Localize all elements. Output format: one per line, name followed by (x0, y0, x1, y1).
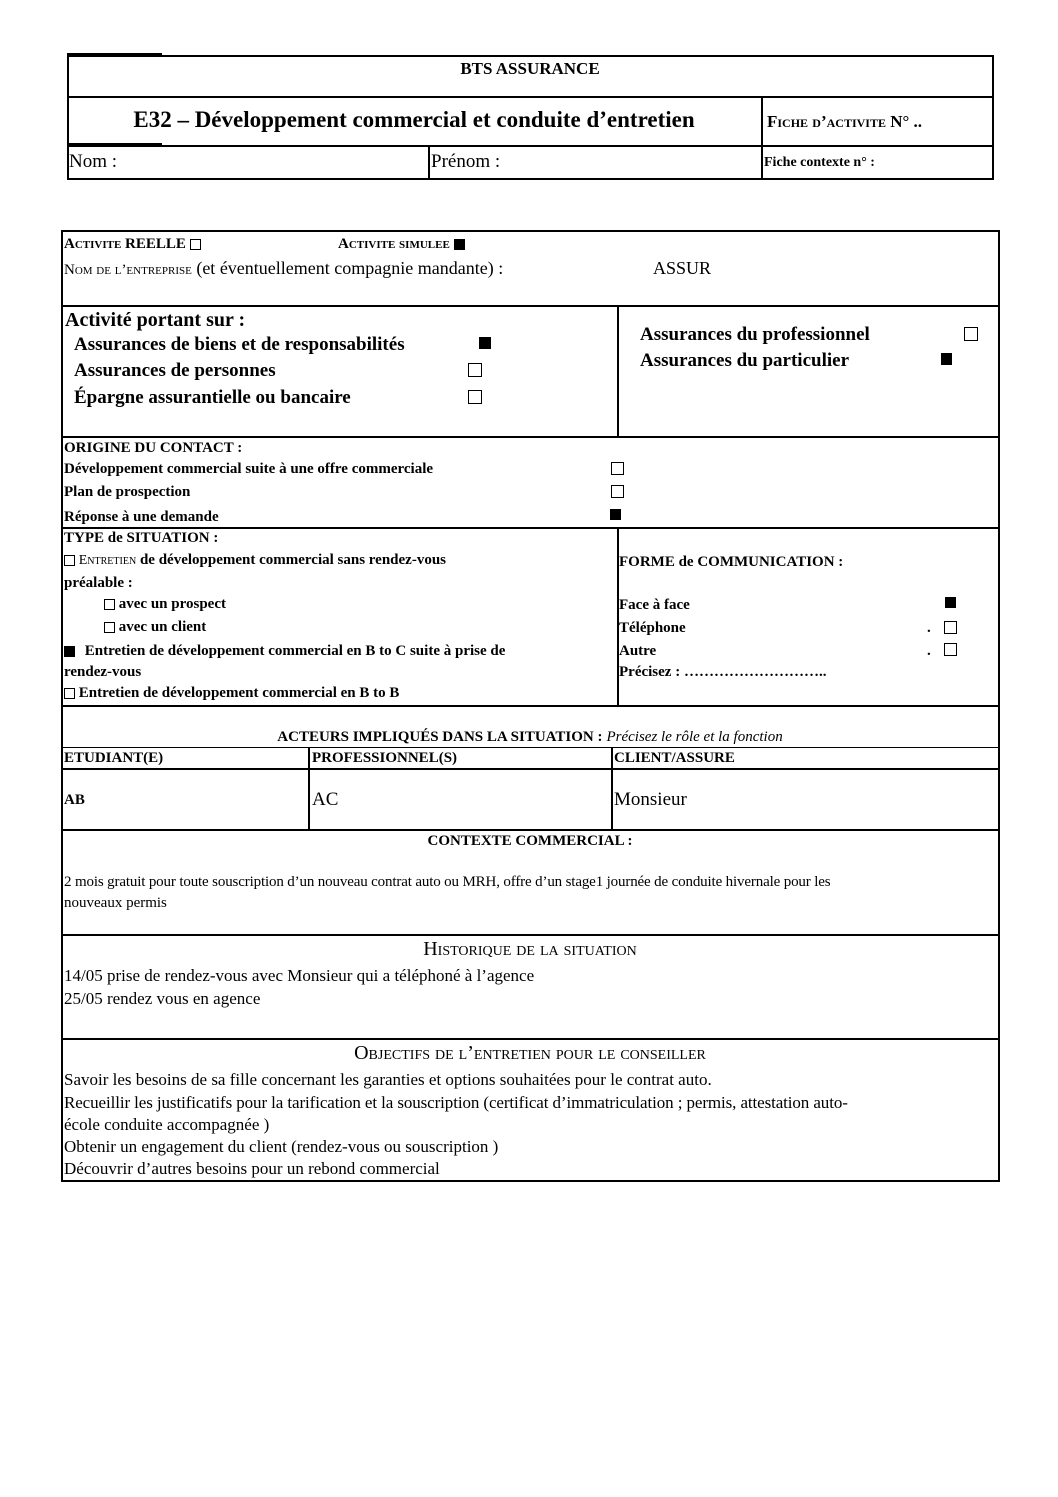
col-client: CLIENT/ASSURE (614, 750, 735, 766)
b2b-checkbox[interactable] (64, 688, 75, 699)
company-label: Nom de l’entreprise (64, 262, 192, 278)
objectifs-line-4: Obtenir un engagement du client (rendez-vous ou souscription ) (64, 1137, 499, 1156)
portant-item-personnes: Assurances de personnes (74, 360, 276, 381)
avec-client-checkbox[interactable] (104, 622, 115, 633)
company-row (64, 258, 503, 279)
portant-personnes-checkbox[interactable] (468, 363, 482, 377)
objectifs-title: Objectifs de l’entretien pour le conseiller (354, 1042, 706, 1064)
type-b2b[interactable]: Entretien de développement commercial en B to B (64, 685, 399, 702)
comm-precisez[interactable]: Précisez : ……………………….. (619, 664, 827, 680)
acteurs-title: ACTEURS IMPLIQUÉS DANS LA SITUATION : (277, 729, 603, 745)
type-sans-rdv[interactable]: Entretien de développement commercial sans rendez-vous (64, 552, 446, 569)
portant-particulier-checkbox[interactable] (941, 353, 952, 365)
subject-title: E32 – Développement commercial et conduite d’entretien (133, 107, 695, 132)
comm-face-checkbox[interactable] (945, 597, 956, 608)
b2c-checkbox[interactable] (64, 646, 75, 657)
portant-sur-title: Activité portant sur : (65, 309, 246, 331)
type-b2c-label-cont: rendez-vous (64, 664, 142, 680)
prenom-field[interactable] (520, 148, 755, 176)
portant-epargne-checkbox[interactable] (468, 390, 482, 404)
header-title: BTS ASSURANCE (460, 59, 600, 78)
type-sans-rdv-checkbox[interactable] (64, 555, 75, 566)
value-professionnel[interactable]: AC (312, 789, 339, 810)
acteurs-heading (61, 728, 999, 746)
nom-field[interactable] (140, 148, 420, 176)
historique-line-2: 25/05 rendez vous en agence (64, 989, 261, 1008)
comm-item-face: Face à face (619, 597, 690, 613)
fiche-activite-label: Fiche d’activite N° .. (767, 112, 923, 131)
comm-item-autre: Autre (619, 643, 657, 659)
portant-item-epargne: Épargne assurantielle ou bancaire (74, 387, 351, 408)
value-client[interactable]: Monsieur (614, 789, 687, 810)
contexte-text-line2: nouveaux permis (64, 895, 167, 911)
type-avec-client[interactable]: avec un client (104, 619, 206, 636)
type-situation-title: TYPE de SITUATION : (64, 530, 219, 546)
objectifs-line-3: école conduite accompagnée ) (64, 1115, 270, 1134)
portant-item-particulier: Assurances du particulier (640, 350, 849, 371)
portant-item-professionnel: Assurances du professionnel (640, 324, 870, 345)
company-value[interactable]: ASSUR (653, 258, 712, 278)
comm-item-telephone: Téléphone (619, 620, 686, 636)
contexte-text-line1: 2 mois gratuit pour toute souscription d’un nouveau contrat auto ou MRH, offre d’un stage1 journée de conduite hivernale pour les (64, 874, 831, 890)
comm-autre-dot: . (927, 643, 931, 659)
origine-offre-checkbox[interactable] (611, 462, 624, 475)
prenom-label: Prénom : (431, 151, 501, 172)
nom-label: Nom : (69, 151, 118, 172)
activite-reelle[interactable] (64, 236, 201, 253)
activite-simulee[interactable] (338, 236, 465, 253)
origine-demande-checkbox[interactable] (610, 509, 621, 520)
contexte-title: CONTEXTE COMMERCIAL : (427, 833, 633, 849)
activite-simulee-label: Activite simulee (338, 236, 450, 252)
col-etudiant: ETUDIANT(E) (64, 750, 164, 766)
objectifs-line-1: Savoir les besoins de sa fille concernant les garanties et options souhaitées pour le contrat auto. (64, 1070, 712, 1089)
communication-title: FORME de COMMUNICATION : (619, 554, 844, 570)
value-etudiant[interactable]: AB (64, 792, 85, 808)
origine-item-demande: Réponse à une demande (64, 509, 219, 525)
fiche-contexte-label: Fiche contexte n° : (764, 155, 875, 170)
activite-reelle-checkbox[interactable] (190, 239, 201, 250)
type-b2c[interactable]: Entretien de développement commercial en B to C suite à prise de (64, 643, 505, 660)
portant-biens-checkbox[interactable] (479, 337, 491, 349)
objectifs-line-5: Découvrir d’autres besoins pour un rebond commercial (64, 1159, 440, 1178)
comm-telephone-checkbox[interactable] (944, 621, 957, 634)
portant-professionnel-checkbox[interactable] (964, 327, 978, 341)
origine-item-prospection: Plan de prospection (64, 484, 191, 500)
origine-title: ORIGINE DU CONTACT : (64, 440, 243, 456)
origine-prospection-checkbox[interactable] (611, 485, 624, 498)
historique-title: Historique de la situation (423, 938, 637, 960)
avec-prospect-checkbox[interactable] (104, 599, 115, 610)
portant-item-biens: Assurances de biens et de responsabilités (74, 334, 405, 355)
type-avec-prospect[interactable]: avec un prospect (104, 596, 226, 613)
activite-reelle-label: Activite REELLE (64, 236, 186, 252)
type-sans-rdv-label-cont: préalable : (64, 575, 133, 591)
activite-simulee-checkbox[interactable] (454, 239, 465, 250)
company-note: (et éventuellement compagnie mandante) : (196, 258, 504, 278)
objectifs-line-2: Recueillir les justificatifs pour la tarification et la souscription (certificat d’immatriculation ; permis, attestation auto- (64, 1093, 848, 1112)
comm-telephone-dot: . (927, 620, 931, 636)
comm-autre-checkbox[interactable] (944, 643, 957, 656)
origine-item-offre: Développement commercial suite à une offre commerciale (64, 461, 434, 477)
acteurs-subtitle: Précisez le rôle et la fonction (606, 729, 783, 745)
col-professionnel: PROFESSIONNEL(S) (312, 750, 458, 766)
historique-line-1: 14/05 prise de rendez-vous avec Monsieur qui a téléphoné à l’agence (64, 966, 535, 985)
